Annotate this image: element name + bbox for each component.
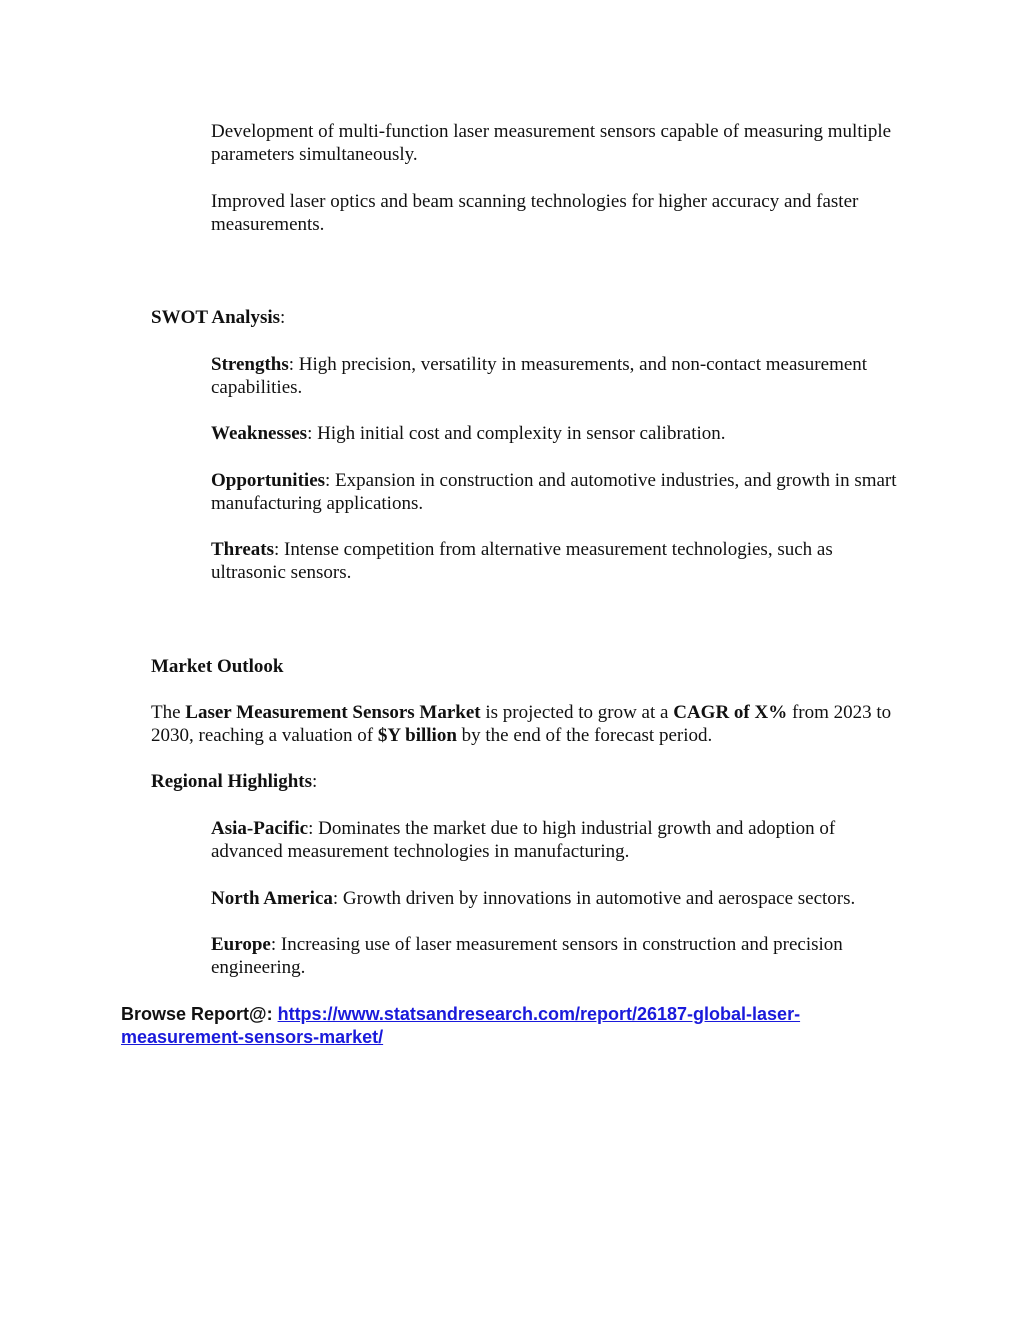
swot-opportunities-text: : Expansion in construction and automotive industries, and growth in smart manufacturing applications. [211,470,897,514]
europe-text: : Increasing use of laser measurement sensors in construction and precision engineering. [211,934,843,978]
swot-threats-text: : Intense competition from alternative measurement technologies, such as ultrasonic sensors. [211,539,833,583]
swot-heading [151,306,911,329]
regional-item-asia-pacific [211,817,911,863]
regional-item-europe [211,933,911,979]
outlook-market-name: Laser Measurement Sensors Market [185,702,481,723]
market-outlook-paragraph [151,701,911,747]
development-text-2: Improved laser optics and beam scanning technologies for higher accuracy and faster measurements. [211,191,859,235]
outlook-text-2: is projected to grow at a [480,702,674,723]
swot-weaknesses-text: : High initial cost and complexity in sensor calibration. [307,423,726,444]
swot-item-strengths [211,353,911,399]
swot-strengths-label: Strengths [211,354,289,375]
swot-item-threats [211,538,911,584]
north-america-text: : Growth driven by innovations in automotive and aerospace sectors. [332,888,856,909]
swot-strengths-text: : High precision, versatility in measurements, and non-contact measurement capabilities. [211,354,868,398]
regional-heading-label: Regional Highlights [151,771,312,792]
swot-opportunities-label: Opportunities [211,470,326,491]
outlook-text-1: The [151,702,186,723]
outlook-cagr: CAGR of X% [673,702,788,723]
swot-item-opportunities [211,469,911,515]
regional-heading-colon: : [312,771,318,792]
swot-threats-label: Threats [211,539,274,560]
development-paragraph-2 [211,190,911,236]
browse-report-link[interactable]: https://www.statsandresearch.com/report/26187-global-laser-measurement-sensors-market/ [121,1004,801,1047]
market-outlook-heading-text: Market Outlook [151,656,284,677]
asia-pacific-text: : Dominates the market due to high industrial growth and adoption of advanced measurement technologies in manufacturing. [211,818,836,862]
browse-report-label: Browse Report@: [121,1004,278,1024]
swot-weaknesses-label: Weaknesses [211,423,308,444]
development-paragraph-1 [211,120,911,166]
swot-heading-colon: : [280,307,286,328]
europe-label: Europe [211,934,271,955]
north-america-label: North America [211,888,333,909]
swot-item-weaknesses [211,422,911,445]
outlook-text-3: from 2023 to 2030, reaching a valuation of [151,702,892,746]
development-text-1: Development of multi-function laser measurement sensors capable of measuring multiple parameters simultaneously. [211,121,892,165]
market-outlook-heading [151,655,911,678]
outlook-text-4: by the end of the forecast period. [456,725,713,746]
outlook-valuation: $Y billion [377,725,457,746]
regional-item-north-america [211,887,911,910]
regional-heading [151,770,911,793]
asia-pacific-label: Asia-Pacific [211,818,309,839]
swot-heading-label: SWOT Analysis [151,307,281,328]
browse-report [121,1003,881,1049]
